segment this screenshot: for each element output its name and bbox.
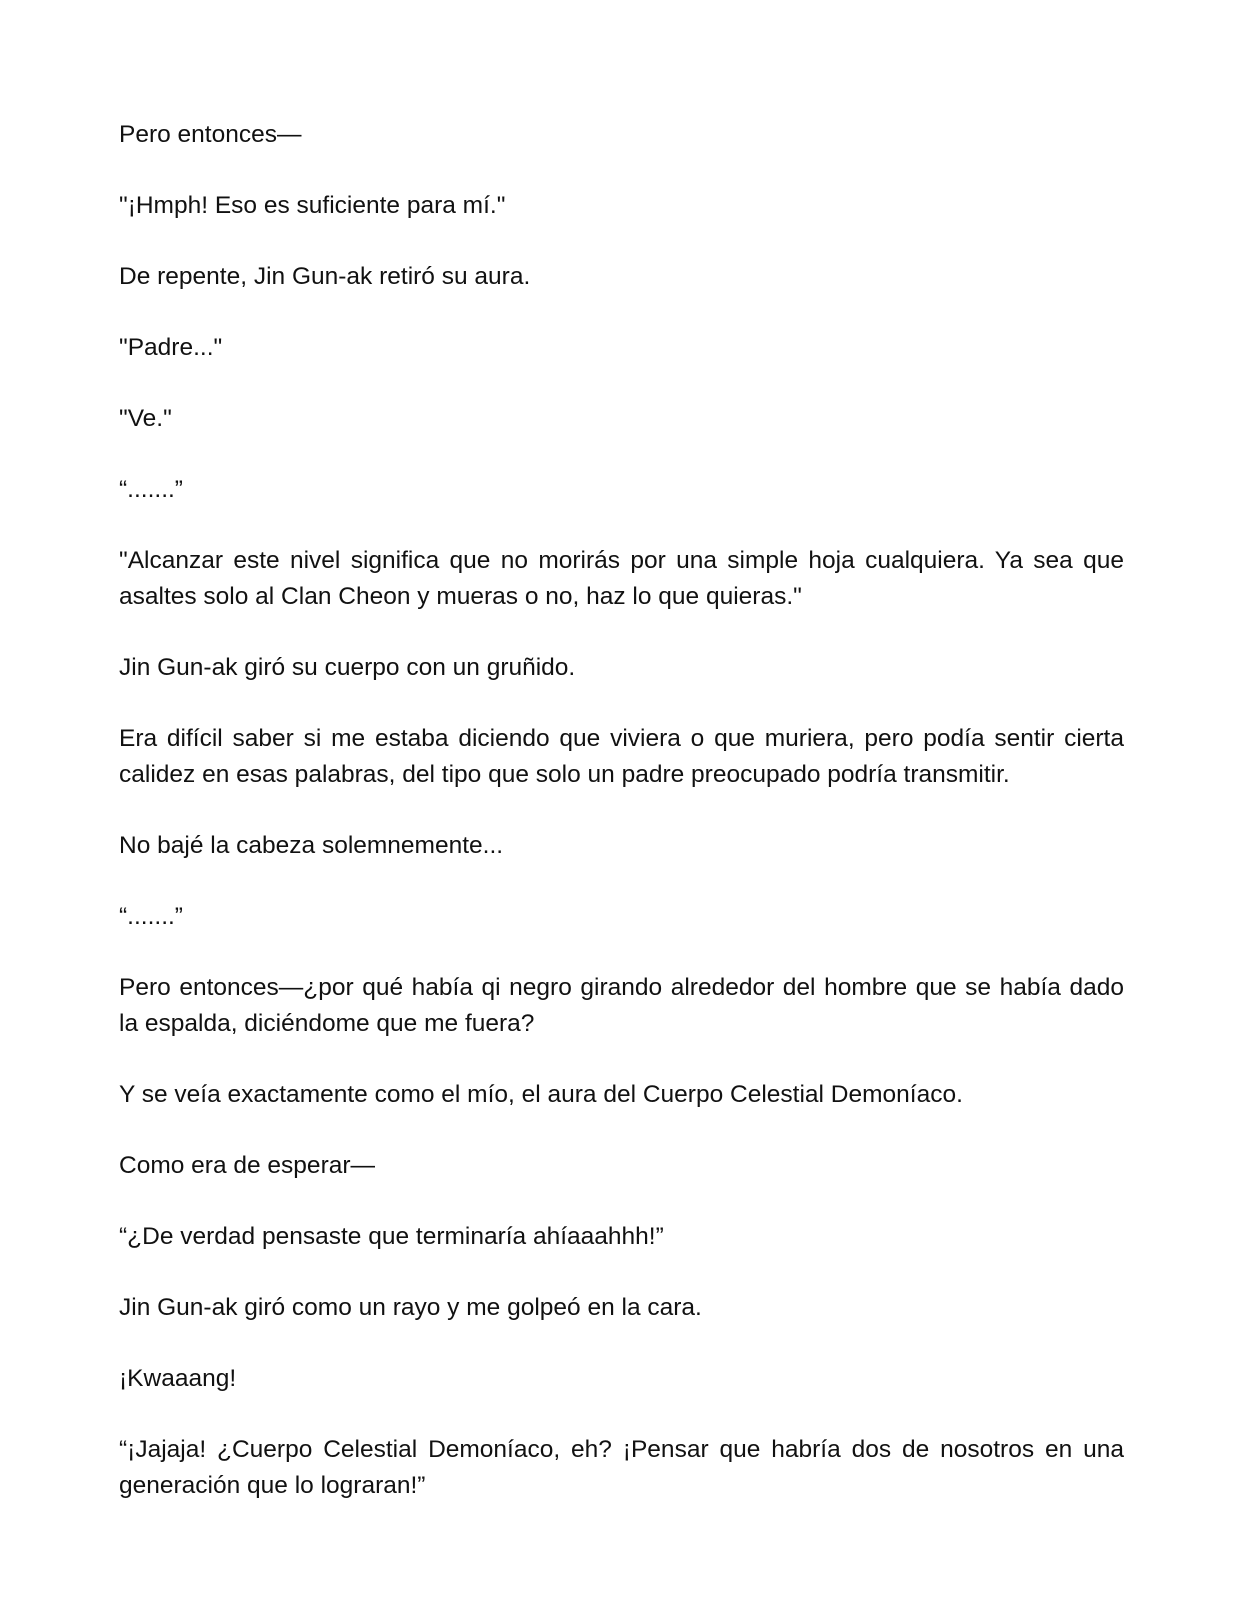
paragraph: Jin Gun-ak giró su cuerpo con un gruñido.	[119, 654, 576, 681]
paragraph: Era difícil saber si me estaba diciendo que viviera o que muriera, pero podía sentir cierta calidez en esas palabras, del tipo que solo un padre preocupado podría transmitir.	[119, 725, 1124, 788]
paragraph: "¡Hmph! Eso es suficiente para mí."	[119, 192, 506, 219]
paragraph: Jin Gun-ak giró como un rayo y me golpeó en la cara.	[119, 1294, 702, 1321]
paragraph: Y se veía exactamente como el mío, el aura del Cuerpo Celestial Demoníaco.	[119, 1081, 963, 1108]
paragraph: Pero entonces—¿por qué había qi negro girando alrededor del hombre que se había dado la espalda, diciéndome que me fuera?	[119, 974, 1124, 1037]
paragraph: No bajé la cabeza solemnemente...	[119, 832, 504, 859]
paragraph: Como era de esperar—	[119, 1152, 376, 1179]
paragraph: De repente, Jin Gun-ak retiró su aura.	[119, 263, 531, 290]
paragraph: “¡Jajaja! ¿Cuerpo Celestial Demoníaco, eh? ¡Pensar que habría dos de nosotros en una generación que lo lograran!”	[119, 1436, 1124, 1499]
paragraph: “¿De verdad pensaste que terminaría ahíaaahhh!”	[119, 1223, 664, 1250]
paragraph: “.......”	[119, 903, 183, 930]
paragraph: Pero entonces—	[119, 121, 302, 148]
paragraph: “.......”	[119, 476, 183, 503]
paragraph: "Alcanzar este nivel significa que no morirás por una simple hoja cualquiera. Ya sea que asaltes solo al Clan Cheon y mueras o no, haz lo que quieras."	[119, 547, 1124, 610]
paragraph: "Ve."	[119, 405, 172, 432]
paragraph: "Padre..."	[119, 334, 223, 361]
document-body	[119, 117, 1124, 1539]
paragraph: ¡Kwaaang!	[119, 1365, 237, 1392]
